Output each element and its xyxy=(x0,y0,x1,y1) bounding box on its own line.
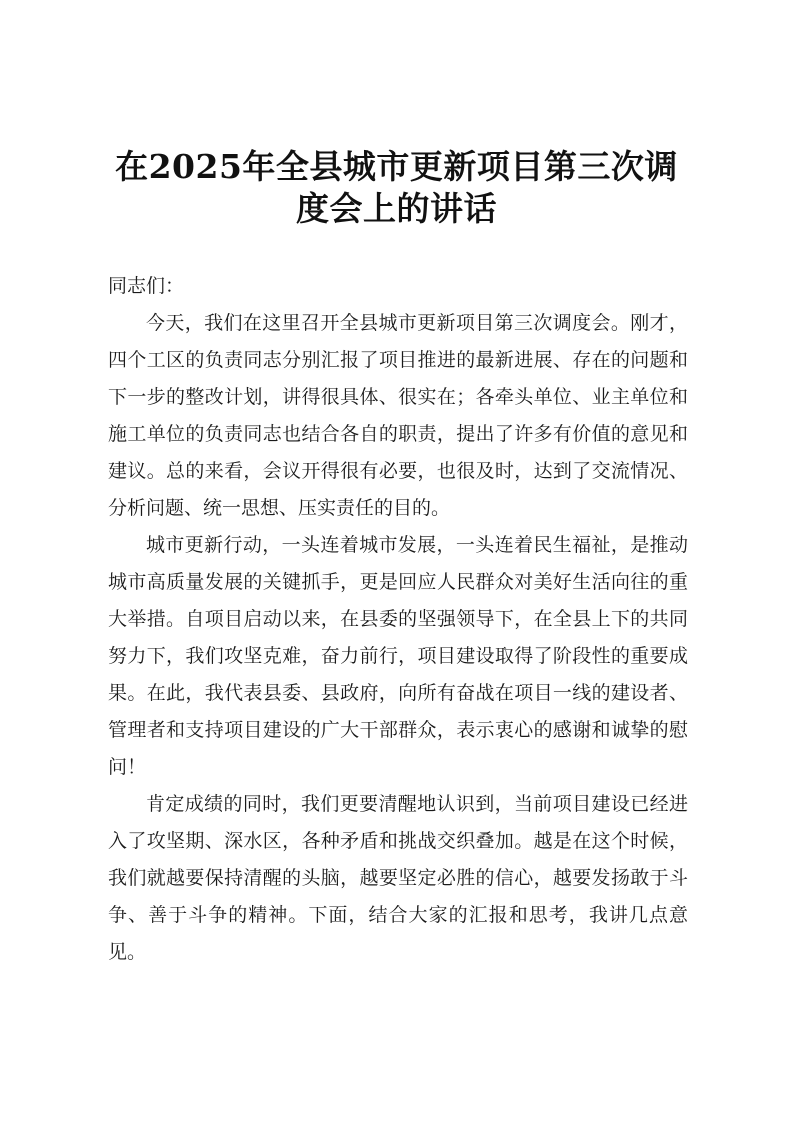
paragraph: 今天，我们在这里召开全县城市更新项目第三次调度会。刚才，四个工区的负责同志分别汇报了项目推进的最新进展、存在的问题和下一步的整改计划，讲得很具体、很实在；各牵头单位、业主单位和施工单位的负责同志也结合各自的职责，提出了许多有价值的意见和建议。总的来看，会议开得很有必要，也很及时，达到了交流情况、分析问题、统一思想、压实责任的目的。 xyxy=(108,312,688,519)
document-title: 在2025年全县城市更新项目第三次调度会上的讲话 xyxy=(115,147,678,228)
salutation: 同志们： xyxy=(108,275,185,297)
paragraph: 肯定成绩的同时，我们更要清醒地认识到，当前项目建设已经进入了攻坚期、深水区，各种矛盾和挑战交织叠加。越是在这个时候，我们就越要保持清醒的头脑，越要坚定必胜的信心，越要发扬敢于斗争、善于斗争的精神。下面，结合大家的汇报和思考，我讲几点意见。 xyxy=(108,793,688,963)
paragraph: 城市更新行动，一头连着城市发展，一头连着民生福祉，是推动城市高质量发展的关键抓手，更是回应人民群众对美好生活向往的重大举措。自项目启动以来，在县委的坚强领导下，在全县上下的共同努力下，我们攻坚克难，奋力前行，项目建设取得了阶段性的重要成果。在此，我代表县委、县政府，向所有奋战在项目一线的建设者、管理者和支持项目建设的广大干部群众，表示衷心的感谢和诚挚的慰问！ xyxy=(108,534,688,778)
document-body xyxy=(108,268,688,971)
